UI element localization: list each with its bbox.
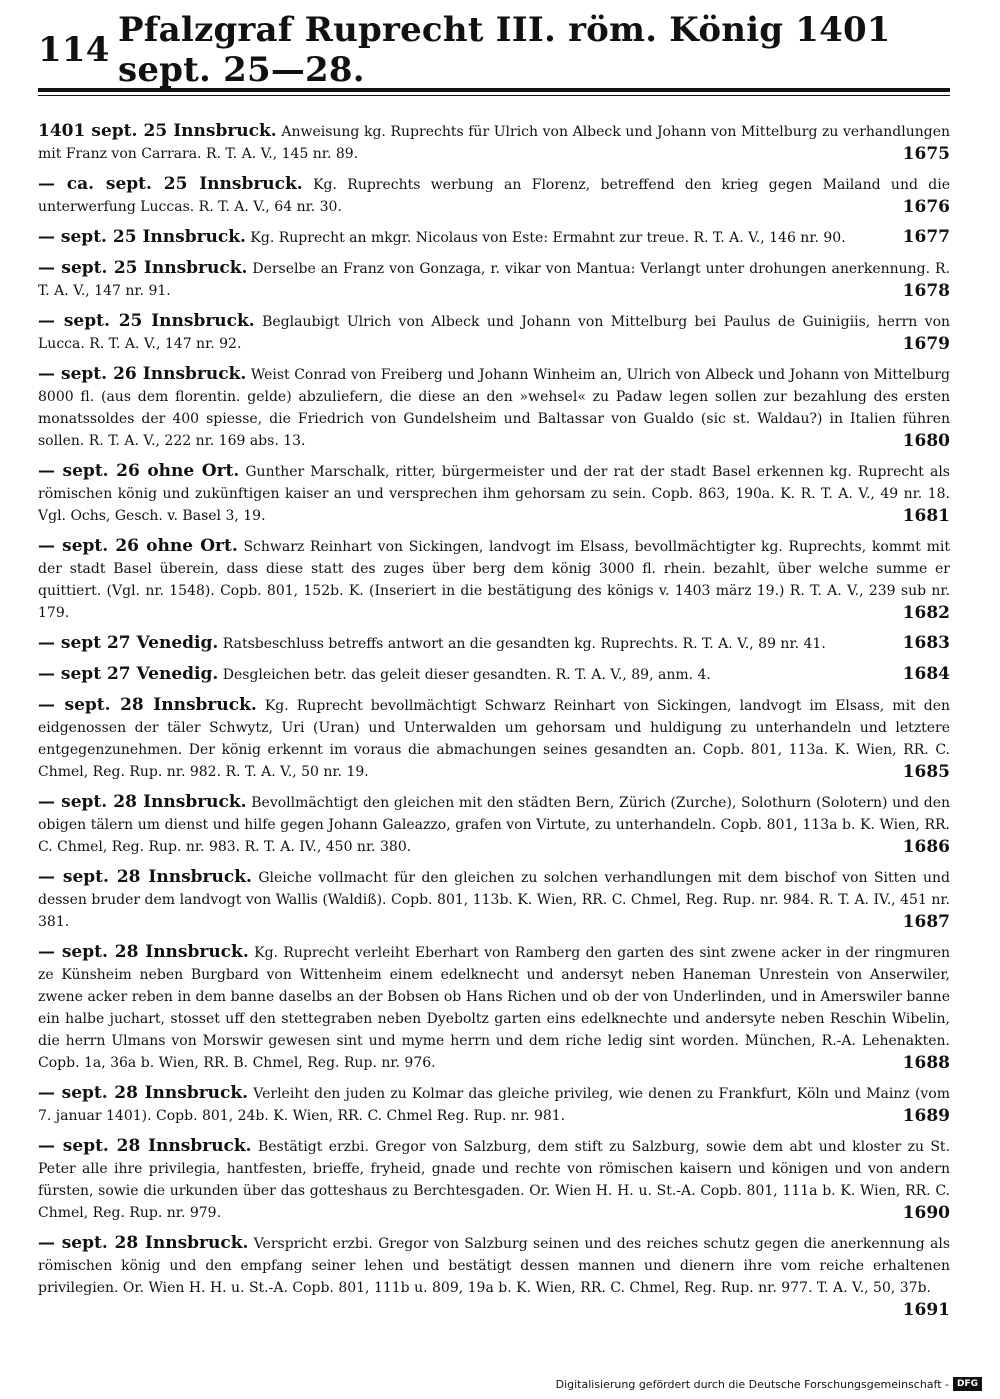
entry-text: Kg. Ruprechts werbung an Florenz, betreffend den krieg gegen Mailand und die unterwerfung Luccas. R. T. A. V., 64 nr. 30. [38,177,950,215]
entry-date: — sept. 26 ohne Ort. [38,536,238,556]
entry-number: 1675 [902,144,950,164]
entry [38,632,950,655]
entry [38,257,950,302]
footer-text: Digitalisierung gefördert durch die Deutsche Forschungsgemeinschaft - [555,1377,949,1391]
entry-date: — ca. sept. 25 Innsbruck. [38,174,303,194]
entry-number: 1686 [902,837,950,857]
entry-text: Schwarz Reinhart von Sickingen, landvogt im Elsass, bevollmächtigter kg. Ruprechts, kommt mit der stadt Basel überein, dass diese statt des zuges über berg dem könig 3000 fl. rhein. bezahlt, über welche summe er quittiert. (Vgl. nr. 1548). Copb. 801, 152b. K. (Inseriert in die bestätigung des königs v. 1403 märz 19.) R. T. A. V., 239 sub nr. 179. [38,539,950,621]
entry-text: Gunther Marschalk, ritter, bürgermeister und der rat der stadt Basel erkennen kg. Ruprecht als römischen könig und zukünftigen kaiser an und versprechen ihm gehorsam zu sein. Copb. 863, 190a. K. R. T. A. V., 49 nr. 18. Vgl. Ochs, Gesch. v. Basel 3, 19. [38,464,950,524]
entry-text: Kg. Ruprecht verleiht Eberhart von Ramberg den garten des sint zwene acker in der ringmuren ze Künsheim neben Burgbard von Wittenheim einem edelknecht und andersyt neben Haneman Unrestein von Anserwiler, zwene acker reben in dem banne daselbs an der Bobsen ob Hans Richen und ob der von Underlinden, und in Amerswiler banne ein halbe juchart, stosset uff den stettegraben neben Dyeboltz garten eins edelknechte und andersyte neben Reschin Wibelin, die herrn Ulmans von Morswir gewesen sint und myme herrn und dem riche ledig sint worden. München, R.-A. Lehenakten. Copb. 1a, 36a b. Wien, RR. B. Chmel, Reg. Rup. nr. 976. [38,945,951,1071]
entry-number: 1677 [902,227,950,247]
dfg-logo: DFG [953,1377,982,1391]
entry-date: — sept. 28 Innsbruck. [38,942,249,962]
entry [38,535,950,624]
entry-number: 1676 [902,197,950,217]
entry-date: — sept. 28 Innsbruck. [38,1233,249,1253]
entry-date: — sept. 28 Innsbruck. [38,792,247,812]
page-title: Pfalzgraf Ruprecht III. röm. König 1401 sept. 25—28. [118,10,891,90]
entry [38,173,950,218]
entry [38,363,950,452]
entry [38,460,950,527]
entry-date: — sept 27 Venedig. [38,633,219,653]
entry-text: Derselbe an Franz von Gonzaga, r. vikar von Mantua: Verlangt unter drohungen anerkennung. R. T. A. V., 147 nr. 91. [38,261,951,299]
entry-number: 1678 [902,281,950,301]
entry-number: 1680 [902,431,950,451]
entry-date: — sept. 25 Innsbruck. [38,227,246,247]
entry-date: — sept 27 Venedig. [38,664,219,684]
entry-date: — sept. 26 Innsbruck. [38,364,247,384]
entry [38,866,950,933]
entry-text: Verspricht erzbi. Gregor von Salzburg seinen und des reiches schutz gegen die anerkennung als römischen könig und den empfang seiner lehen und bestätigt dessen mannen und dienern ihre vom reiche erhaltenen privilegien. Or. Wien H. H. u. St.-A. Copb. 801, 111b u. 809, 19a b. K. Wien, RR. C. Chmel, Reg. Rup. nr. 977. T. A. V., 50, 37b. [38,1236,951,1296]
entry-text: Anweisung kg. Ruprechts für Ulrich von Albeck und Johann von Mittelburg zu verhandlungen mit Franz von Carrara. R. T. A. V., 145 nr. 89. [38,124,950,162]
entry-date: — sept. 28 Innsbruck. [38,695,257,715]
entry-text: Verleiht den juden zu Kolmar das gleiche privileg, wie denen zu Frankfurt, Köln und Mainz (vom 7. januar 1401). Copb. 801, 24b. K. Wien, RR. C. Chmel Reg. Rup. nr. 981. [38,1086,951,1124]
entry-date: — sept. 28 Innsbruck. [38,1083,249,1103]
entry-date: — sept. 28 Innsbruck. [38,1136,252,1156]
entries-list [38,120,950,1321]
entry-number: 1687 [902,912,950,932]
entry-number: 1691 [902,1300,950,1320]
entry-number: 1682 [902,603,950,623]
entry-number: 1690 [902,1203,950,1223]
digitization-footer [556,1377,982,1391]
entry-text: Beglaubigt Ulrich von Albeck und Johann von Mittelburg bei Paulus de Guinigiis, herrn von Lucca. R. T. A. V., 147 nr. 92. [38,314,951,352]
entry [38,791,950,858]
header-rule [38,95,950,96]
entry-number: 1688 [902,1053,950,1073]
page [38,0,950,1329]
entry-number: 1685 [902,762,950,782]
entry-number: 1679 [902,334,950,354]
entry-text: Kg. Ruprecht bevollmächtigt Schwarz Reinhart von Sickingen, landvogt im Elsass, mit den eidgenossen der täler Schwytz, Uri (Uran) und Unterwalden um gehorsam und huldigung zu unterhandeln und letztere entgegenzunehmen. Der könig erkennt im voraus die abmachungen seines gesandten an. Copb. 801, 113a. K. Wien, RR. C. Chmel, Reg. Rup. nr. 982. R. T. A. V., 50 nr. 19. [38,698,951,780]
entry [38,226,950,249]
entry-number: 1683 [902,633,950,653]
entry [38,663,950,686]
entry [38,1232,950,1321]
entry-text: Kg. Ruprecht an mkgr. Nicolaus von Este: Ermahnt zur treue. R. T. A. V., 146 nr. 90. [250,230,846,246]
entry-date: — sept. 25 Innsbruck. [38,258,248,278]
entry-number: 1689 [902,1106,950,1126]
entry-text: Ratsbeschluss betreffs antwort an die gesandten kg. Ruprechts. R. T. A. V., 89 nr. 41. [222,636,826,652]
page-number: 114 [38,30,110,70]
entry-number: 1681 [902,506,950,526]
entry-date: — sept. 28 Innsbruck. [38,867,252,887]
entry [38,1135,950,1224]
entry-text: Bevollmächtigt den gleichen mit den städten Bern, Zürich (Zurche), Solothurn (Solotern) und den obigen tälern um dienst und hilfe gegen Johann Galeazzo, grafen von Virtute, zu unterhandeln. Copb. 801, 113a b. K. Wien, RR. C. Chmel, Reg. Rup. nr. 983. R. T. A. IV., 450 nr. 380. [38,795,951,855]
entry-text: Gleiche vollmacht für den gleichen zu solchen verhandlungen mit dem bischof von Sitten und dessen bruder dem landvogt von Wallis (Waldiß). Copb. 801, 113b. K. Wien, RR. C. Chmel, Reg. Rup. nr. 984. R. T. A. IV., 451 nr. 381. [38,870,950,930]
entry-date: 1401 sept. 25 Innsbruck. [38,121,277,141]
entry [38,1082,950,1127]
entry [38,941,950,1074]
page-header [38,0,950,92]
entry-text: Desgleichen betr. das geleit dieser gesandten. R. T. A. V., 89, anm. 4. [222,667,711,683]
entry-date: — sept. 25 Innsbruck. [38,311,255,331]
entry [38,120,950,165]
entry-text: Bestätigt erzbi. Gregor von Salzburg, dem stift zu Salzburg, sowie dem abt und kloster zu St. Peter alle ihre privilegia, hantfesten, brieffe, fryheid, gnade und rechte von römischen kaisern und königen und von andern fürsten, sowie die urkunden über das gotteshaus zu Berchtesgaden. Or. Wien H. H. u. St.-A. Copb. 801, 111a b. K. Wien, RR. C. Chmel, Reg. Rup. nr. 979. [38,1139,951,1221]
entry-date: — sept. 26 ohne Ort. [38,461,240,481]
entry-number: 1684 [902,664,950,684]
entry [38,694,950,783]
entry [38,310,950,355]
entry-text: Weist Conrad von Freiberg und Johann Winheim an, Ulrich von Albeck und Johann von Mittelburg 8000 fl. (aus dem florentin. gelde) abzuliefern, die diese an den »wehsel« zu Padaw legen sollen zur bezahlung des ersten monatssoldes der 400 spiesse, die Friedrich von Gundelsheim und Baltassar von Gualdo (sic st. Waldau?) in Italien führen sollen. R. T. A. V., 222 nr. 169 abs. 13. [38,367,950,449]
